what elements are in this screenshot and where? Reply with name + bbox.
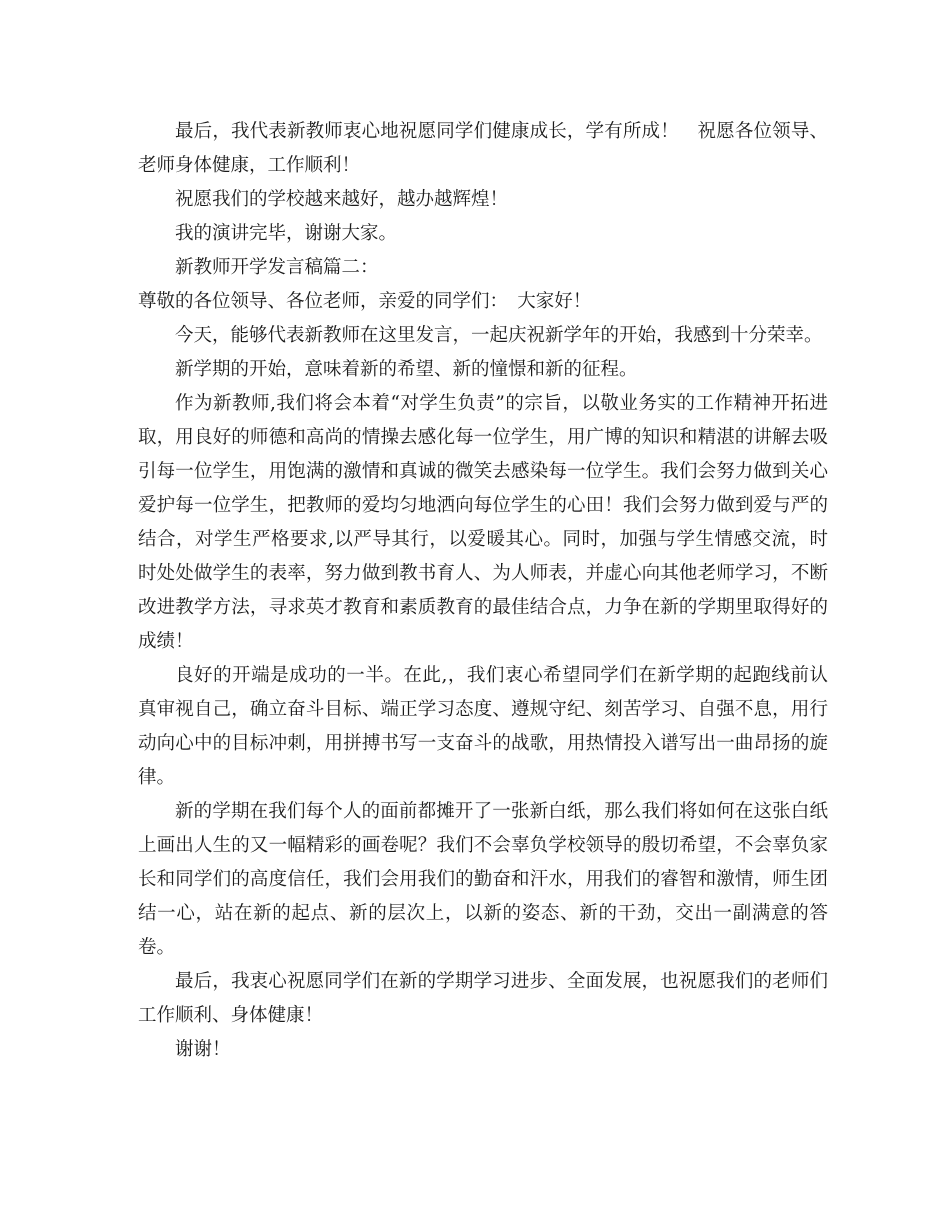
document-body xyxy=(138,115,828,1067)
paragraph-honor: 今天，能够代表新教师在这里发言，一起庆祝新学年的开始，我感到十分荣幸。 xyxy=(175,325,823,346)
section-heading: 新教师开学发言稿篇二： xyxy=(175,257,379,278)
paragraph-thanks: 谢谢！ xyxy=(175,1039,231,1060)
paragraph-final-wishes: 最后，我衷心祝愿同学们在新的学期学习进步、全面发展，也祝愿我们的老师们工作顺利、身体健康！ xyxy=(138,971,828,1026)
paragraph-speech-end: 我的演讲完毕，谢谢大家。 xyxy=(175,223,398,244)
paragraph-salutation: 尊敬的各位领导、各位老师，亲爱的同学们： 大家好！ xyxy=(138,291,592,312)
paragraph-school-wish: 祝愿我们的学校越来越好，越办越辉煌！ xyxy=(175,189,509,210)
paragraph-new-semester: 新学期的开始，意味着新的希望、新的憧憬和新的征程。 xyxy=(175,359,638,380)
paragraph-teacher-commitment: 作为新教师,我们将会本着“对学生负责”的宗旨，以敬业务实的工作精神开拓进取，用良好的师德和高尚的情操去感化每一位学生，用广博的知识和精湛的讲解去吸引每一位学生，用饱满的激情和真诚的微笑去感染每一位学生。我们会努力做到关心爱护每一位学生，把教师的爱均匀地洒向每位学生的心田！我们会努力做到爱与严的结合，对学生严格要求,以严导其行，以爱暖其心。同时，加强与学生情感交流，时时处处做学生的表率，努力做到教书育人、为人师表，并虚心向其他老师学习，不断改进教学方法，寻求英才教育和素质教育的最佳结合点，力争在新的学期里取得好的成绩！ xyxy=(138,393,828,652)
paragraph-closing-wishes: 最后，我代表新教师衷心地祝愿同学们健康成长，学有所成！ 祝愿各位领导、老师身体健康，工作顺利！ xyxy=(138,121,828,176)
paragraph-good-start: 良好的开端是成功的一半。在此,，我们衷心希望同学们在新学期的起跑线前认真审视自己，确立奋斗目标、端正学习态度、遵规守纪、刻苦学习、自强不息，用行动向心中的目标冲刺，用拼搏书写一支奋斗的战歌，用热情投入谱写出一曲昂扬的旋律。 xyxy=(138,665,828,788)
paragraph-blank-paper: 新的学期在我们每个人的面前都摊开了一张新白纸，那么我们将如何在这张白纸上画出人生的又一幅精彩的画卷呢？我们不会辜负学校领导的殷切希望，不会辜负家长和同学们的高度信任，我们会用我们的勤奋和汗水，用我们的睿智和激情，师生团结一心，站在新的起点、新的层次上，以新的姿态、新的干劲，交出一副满意的答卷。 xyxy=(138,801,828,958)
